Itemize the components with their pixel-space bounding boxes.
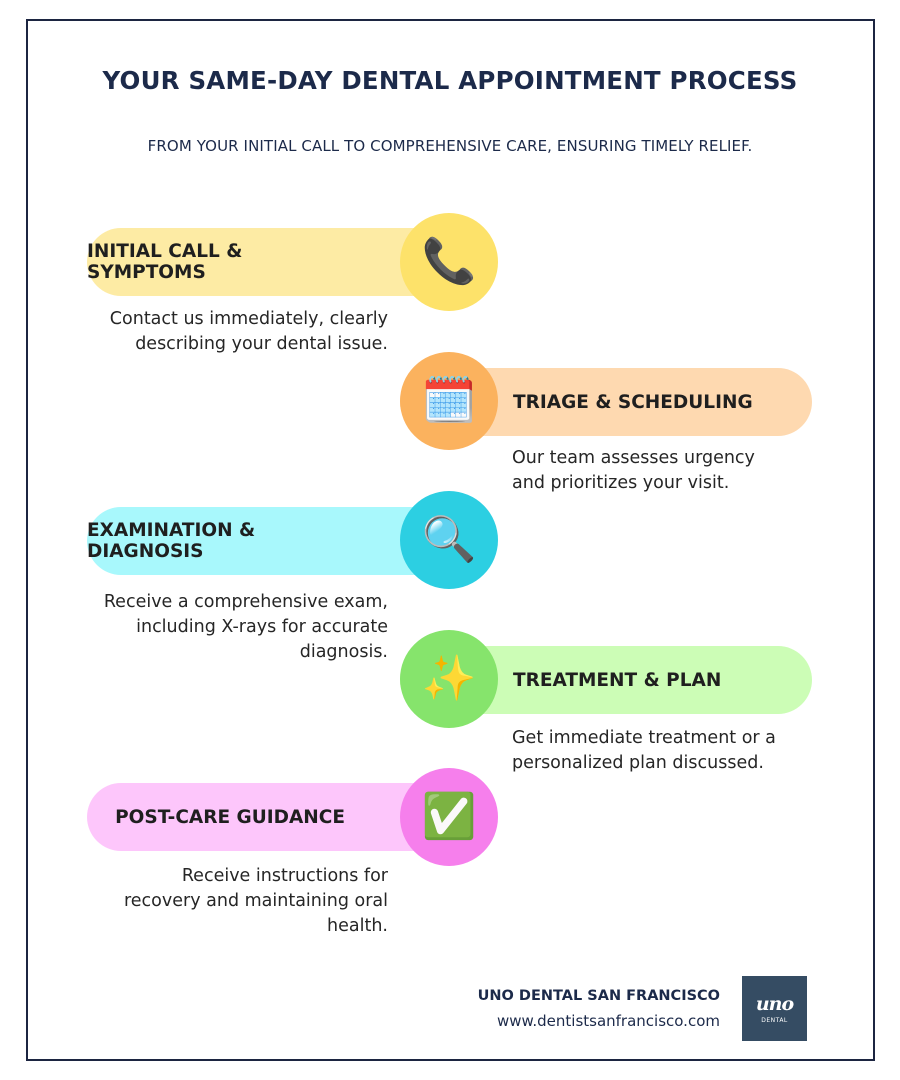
step-5-icon-circle [400,768,498,866]
telephone-icon: 📞 [421,236,477,287]
page-subtitle: FROM YOUR INITIAL CALL TO COMPREHENSIVE CARE, ENSURING TIMELY RELIEF. [147,137,753,155]
logo-subtext: DENTAL [761,1017,788,1024]
step-5-description: Receive instructions for recovery and maintaining oral health. [123,866,388,936]
clinic-website-link[interactable]: www.dentistsanfrancisco.com [496,1012,720,1030]
clinic-name: UNO DENTAL SAN FRANCISCO [477,988,720,1004]
step-4-description: Get immediate treatment or a personalized plan discussed. [512,728,776,773]
step-1-icon-circle [400,213,498,311]
step-4-icon-circle [400,630,498,728]
clinic-logo [742,976,807,1041]
step-2-description: Our team assesses urgency and prioritizes your visit. [512,448,755,493]
check-mark-icon: ✅ [421,791,477,842]
step-3-title: EXAMINATION & DIAGNOSIS [87,520,256,562]
step-1-description: Contact us immediately, clearly describing your dental issue. [109,309,388,354]
step-2-icon-circle [400,352,498,450]
sparkles-icon: ✨ [421,653,477,704]
page-title: YOUR SAME-DAY DENTAL APPOINTMENT PROCESS [102,66,798,95]
step-1-title: INITIAL CALL & SYMPTOMS [87,241,243,283]
step-3-description: Receive a comprehensive exam, including X-rays for accurate diagnosis. [103,592,388,662]
calendar-icon: 🗓️ [421,375,477,426]
step-3-icon-circle [400,491,498,589]
step-5-title: POST-CARE GUIDANCE [115,806,345,828]
logo-mark: uno [755,993,794,1015]
step-2-title: TRIAGE & SCHEDULING [513,391,753,413]
step-4-title: TREATMENT & PLAN [513,669,722,691]
magnifying-glass-icon: 🔍 [421,514,477,565]
